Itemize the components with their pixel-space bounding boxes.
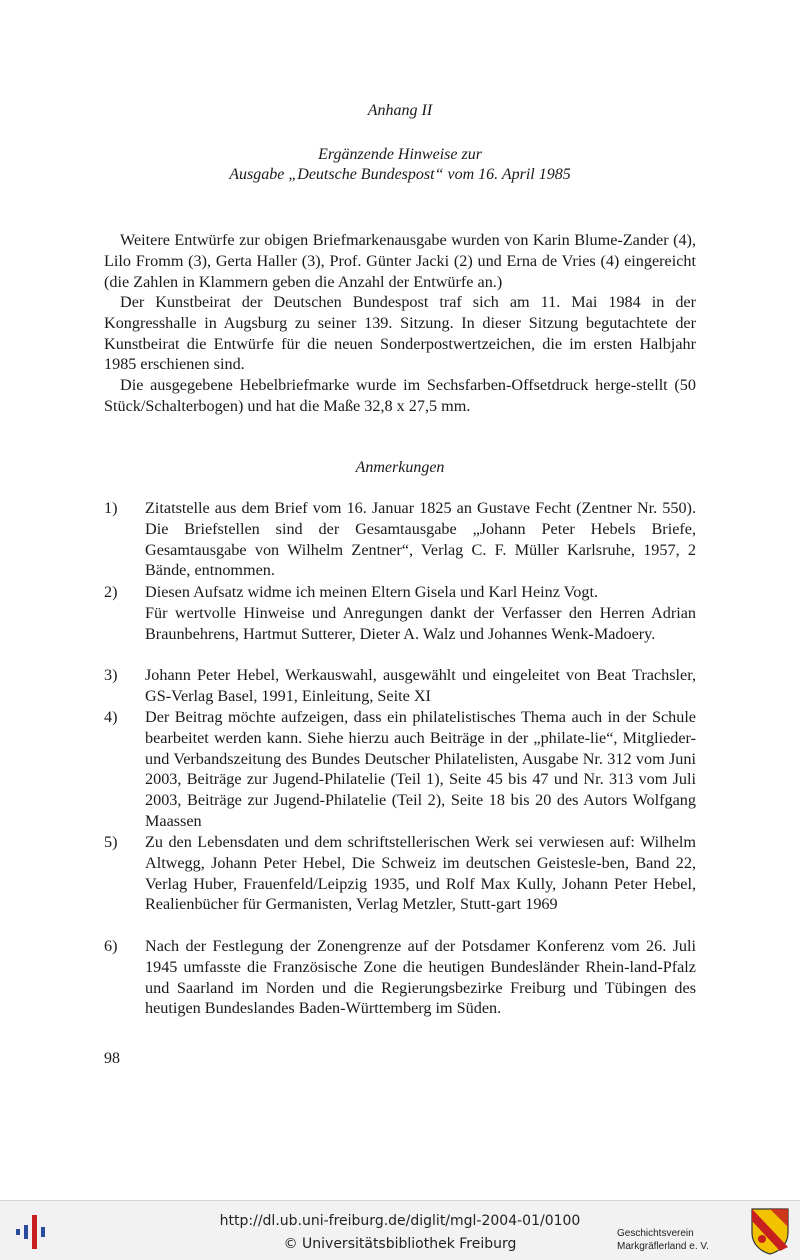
note-number: 5) (104, 833, 118, 851)
note-2 (104, 582, 696, 644)
note-text: Nach der Festlegung der Zonengrenze auf der Potsdamer Konferenz vom 26. Juli 1945 umfasste die Französische Zone die heutigen Bundesländer Rhein-land-Pfalz und Saarland im Norden und die Regierungsbezirke Freiburg und Tübingen des heutigen Bundeslandes Baden-Württemberg im Süden. (145, 937, 696, 1018)
note-text: Johann Peter Hebel, Werkauswahl, ausgewählt und eingeleitet von Beat Trachsler, GS-Verlag Basel, 1991, Einleitung, Seite XI (145, 666, 696, 705)
organization-name (617, 1227, 709, 1253)
organization-line-2: Markgräflerland e. V. (617, 1241, 709, 1252)
notes-heading: Anmerkungen (355, 459, 445, 476)
note-text-continued: Für wertvolle Hinweise und Anregungen dankt der Verfasser den Herren Adrian Braunbehrens, Hartmut Sutterer, Dieter A. Walz und Johannes Wenk-Madoery. (145, 603, 696, 643)
document-url-link[interactable]: http://dl.ub.uni-freiburg.de/diglit/mgl-2004-01/0100 (219, 1213, 581, 1229)
note-text: Zu den Lebensdaten und dem schriftstellerischen Werk sei verwiesen auf: Wilhelm Altwegg, Johann Peter Hebel, Die Schweiz im deutschen Geistesle-ben, Band 22, Verlag Huber, Frauenfeld/Leipzig 1935, und Rolf Max Kully, Johann Peter Hebel, Realienbücher für Germanisten, Verlag Metzler, Stutt-gart 1969 (145, 833, 696, 914)
organization-line-1: Geschichtsverein (617, 1228, 694, 1239)
paragraph-2: Der Kunstbeirat der Deutschen Bundespost traf sich am 11. Mai 1984 in der Kongresshalle in Augsburg zu seiner 139. Sitzung. In dieser Sitzung begutachtete der Kunstbeirat die Entwürfe für die neuen Sonderpostwertzeichen, die im ersten Halbjahr 1985 erschienen sind. (104, 293, 696, 374)
page-number: 98 (104, 1050, 120, 1067)
subheading-line-1: Ergänzende Hinweise zur (318, 146, 482, 163)
note-4 (104, 707, 696, 832)
note-number: 2) (104, 583, 118, 601)
viewer-footer (0, 1200, 800, 1260)
subheading-line-2: Ausgabe „Deutsche Bundespost“ vom 16. April 1985 (229, 166, 571, 183)
note-3 (104, 665, 696, 707)
note-text: Diesen Aufsatz widme ich meinen Eltern Gisela und Karl Heinz Vogt. (145, 583, 598, 601)
coat-of-arms-icon (750, 1207, 790, 1255)
note-5 (104, 832, 696, 915)
note-1 (104, 498, 696, 581)
paragraph-3: Die ausgegebene Hebelbriefmarke wurde im Sechsfarben-Offsetdruck herge-stellt (50 Stück/Schalterbogen) und hat die Maße 32,8 x 27,5 mm. (104, 376, 696, 415)
copyright-text: © Universitätsbibliothek Freiburg (283, 1236, 517, 1252)
note-number: 3) (104, 666, 118, 684)
note-6 (104, 936, 696, 1019)
note-text: Der Beitrag möchte aufzeigen, dass ein philatelistisches Thema auch in der Schule bearbeitet werden kann. Siehe hierzu auch Beiträge in der „philate-lie“, Mitglieder- und Verbandszeitung des Bundes Deutscher Philatelisten, Ausgabe Nr. 312 vom Juni 2003, Beiträge zur Jugend-Philatelie (Teil 1), Seite 45 bis 47 und Nr. 313 vom Juli 2003, Beiträge zur Jugend-Philatelie (Teil 2), Seite 18 bis 20 des Autors Wolfgang Maassen (145, 708, 696, 830)
note-number: 6) (104, 937, 118, 955)
note-number: 4) (104, 708, 118, 726)
note-number: 1) (104, 499, 118, 517)
note-text: Zitatstelle aus dem Brief vom 16. Januar 1825 an Gustave Fecht (Zentner Nr. 550). Die Briefstellen sind der Gesamtausgabe „Johann Peter Hebels Briefe, Gesamtausgabe von Wilhelm Zentner“, Verlag C. F. Müller Karlsruhe, 1957, 2 Bände, entnommen. (145, 499, 696, 580)
appendix-heading: Anhang II (367, 102, 433, 119)
paragraph-1: Weitere Entwürfe zur obigen Briefmarkenausgabe wurden von Karin Blume-Zander (4), Lilo Fromm (3), Gerta Haller (3), Prof. Günter Jacki (2) und Erna de Vries (4) eingereicht (die Zahlen in Klammern geben die Anzahl der Entwürfe an.) (104, 231, 696, 291)
